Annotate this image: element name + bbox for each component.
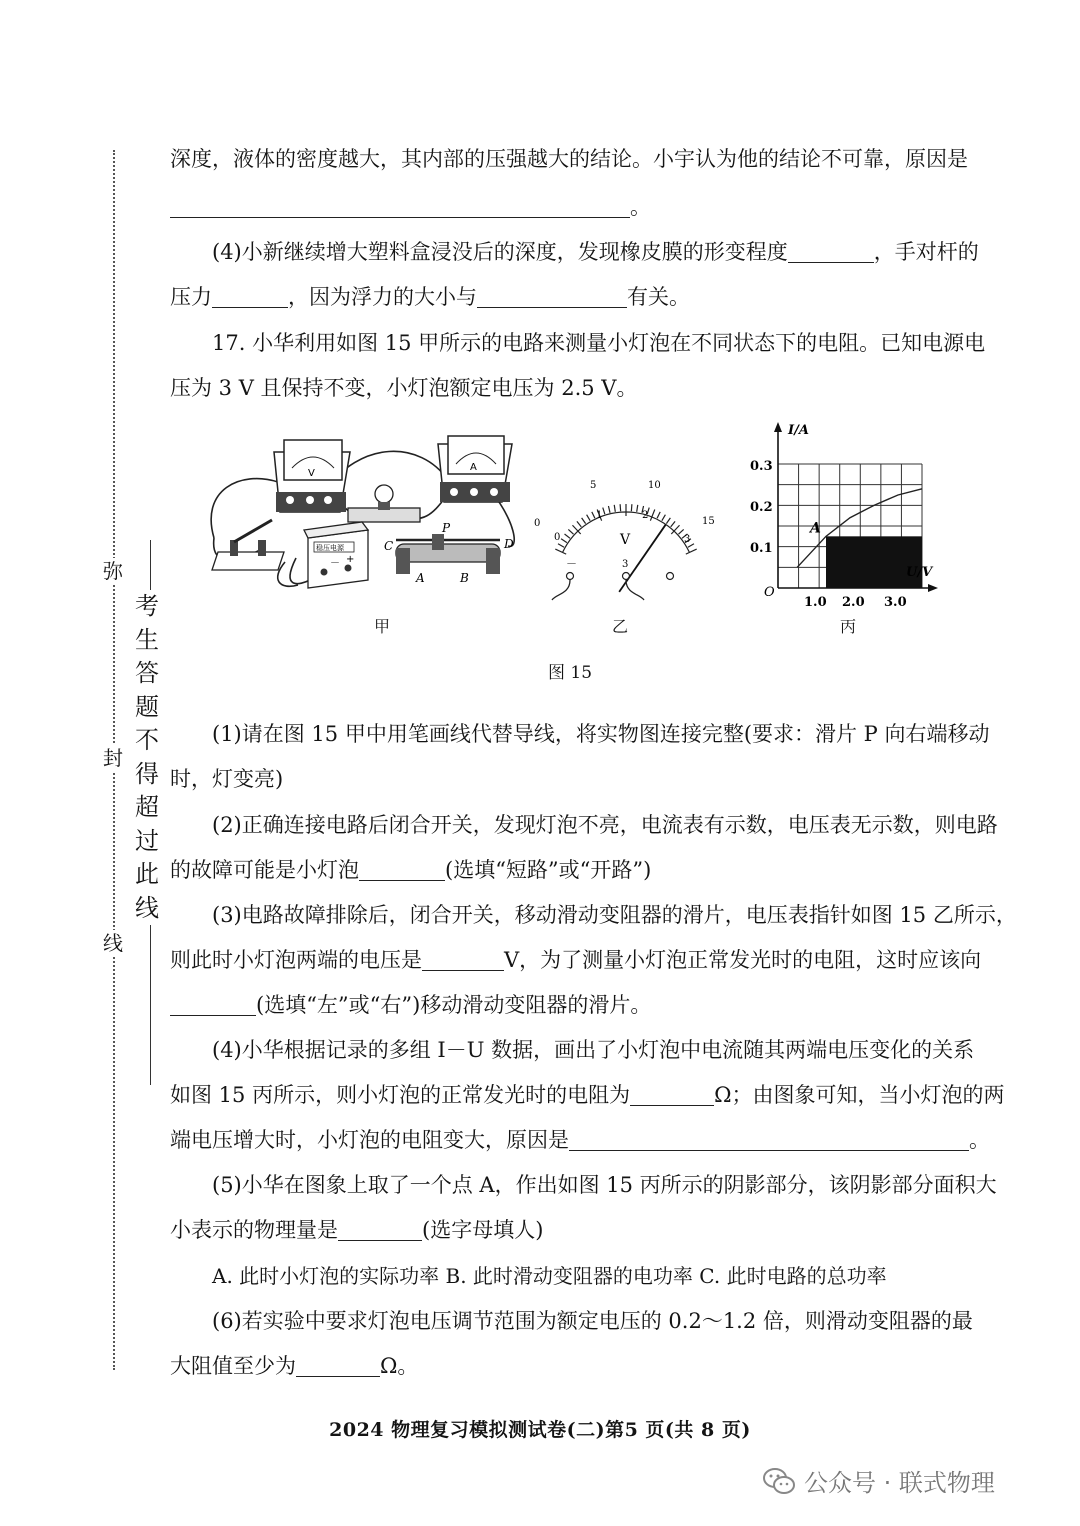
- meter-tick: [608, 506, 610, 513]
- q17-part2-line2: 的故障可能是小灯泡 (选填“短路”或“开路”): [170, 858, 652, 882]
- q16-part4-line1: (4)小新继续增大塑料盒浸没后的深度，发现橡皮膜的形变程度 ，手对杆的: [212, 240, 979, 264]
- q17-part4-line1: (4)小华根据记录的多组 I－U 数据，画出了小灯泡中电流随其两端电压变化的关系: [212, 1038, 975, 1062]
- answer-blank[interactable]: [630, 1083, 714, 1106]
- meter-unit: V: [620, 532, 631, 548]
- q17-part5-line2: 小表示的物理量是 (选字母填人): [170, 1218, 544, 1242]
- seal-char-feng: 封: [103, 746, 123, 770]
- q17-part6-line2: 大阻值至少为 Ω。: [170, 1354, 419, 1378]
- answer-blank[interactable]: [212, 285, 288, 308]
- meter-tick: [657, 512, 660, 518]
- answer-blank[interactable]: [296, 1354, 380, 1377]
- watermark-text: 公众号 · 联式物理: [804, 1469, 995, 1497]
- meter-tick-label: 0: [534, 518, 541, 529]
- rheostat: [384, 521, 514, 585]
- watermark: [762, 1463, 995, 1498]
- x-tick-label: 2.0: [842, 595, 865, 610]
- meter-tick: [603, 508, 605, 515]
- meter-tick: [558, 544, 564, 547]
- meter-tick-label: 0: [554, 532, 561, 543]
- svg-text:C: C: [384, 539, 394, 553]
- answer-blank[interactable]: [170, 195, 630, 218]
- meter-tick: [561, 539, 567, 543]
- figure-label-bing: 丙: [840, 617, 857, 636]
- y-tick-label: 0.3: [750, 459, 773, 474]
- svg-text:+: +: [346, 554, 355, 565]
- y-axis-arrow: [774, 422, 782, 432]
- y-axis-label: I/A: [788, 423, 809, 438]
- meter-tick-label: 5: [590, 480, 597, 491]
- meter-tick-label: 10: [648, 480, 661, 491]
- q17-part4-line2: 如图 15 丙所示，则小灯泡的正常发光时的电阻为 Ω；由图象可知，当小灯泡的两: [170, 1083, 1005, 1107]
- meter-tick: [620, 504, 621, 511]
- point-a-label: A: [810, 520, 821, 537]
- meter-tick: [555, 549, 566, 554]
- q17-part1-line2: 时，灯变亮): [170, 767, 284, 791]
- wechat-icon: [762, 1466, 796, 1496]
- shaded-area: [826, 536, 922, 588]
- meter-tick: [592, 512, 595, 518]
- q17-part3-line1: (3)电路故障排除后，闭合开关，移动滑动变阻器的滑片，电压表指针如图 15 乙所示，: [212, 903, 1017, 927]
- svg-text:V: V: [308, 468, 315, 479]
- x-tick-label: 1.0: [804, 595, 827, 610]
- voltmeter: [274, 440, 350, 512]
- meter-tick: [678, 529, 683, 534]
- power-supply: [304, 522, 368, 588]
- answer-blank[interactable]: [477, 285, 627, 308]
- meter-tick-label: 3: [684, 534, 691, 545]
- meter-tick: [577, 521, 581, 526]
- meter-tick: [565, 534, 571, 538]
- answer-blank[interactable]: [359, 858, 445, 881]
- origin-label: O: [764, 585, 775, 600]
- answer-blank[interactable]: [788, 240, 874, 263]
- meter-tick: [686, 549, 697, 554]
- svg-text:A: A: [416, 571, 425, 585]
- q17-part1-line1: (1)请在图 15 甲中用笔画线代替导线，将实物图连接完整(要求：滑片 P 向右端移动: [212, 722, 990, 746]
- svg-text:稳压电源: 稳压电源: [316, 544, 344, 552]
- meter-tick: [671, 521, 675, 526]
- page-footer: 2024 物理复习模拟测试卷(二)第5 页(共 8 页): [329, 1419, 751, 1441]
- meter-tick-label: 15: [702, 516, 715, 527]
- terminal-3: [623, 573, 630, 580]
- meter-tick-label: 2: [642, 510, 649, 521]
- q17-part3-line3: (选填“左”或“右”)移动滑动变阻器的滑片。: [170, 990, 975, 1020]
- figure-label-yi: 乙: [612, 617, 629, 636]
- y-tick-label: 0.2: [750, 500, 773, 515]
- answer-blank[interactable]: [170, 993, 256, 1016]
- binding-margin: [98, 150, 168, 1370]
- q17-intro1: 17. 小华利用如图 15 甲所示的电路来测量小灯泡在不同状态下的电阻。已知电源电: [212, 331, 986, 355]
- x-tick-label: 3.0: [884, 595, 907, 610]
- meter-tick: [666, 518, 670, 524]
- figure-circuit: [200, 430, 530, 610]
- meter-tick: [650, 510, 654, 521]
- lamp: [348, 485, 420, 522]
- x-axis-label: U/V: [906, 565, 933, 580]
- meter-tick-label: 1: [596, 510, 603, 521]
- ammeter: [438, 436, 512, 502]
- meter-tick: [631, 504, 632, 511]
- figure-iu-graph: [750, 418, 940, 618]
- q17-part5-line1: (5)小华在图象上取了一个点 A，作出如图 15 丙所示的阴影部分，该阴影部分面积大: [212, 1173, 997, 1197]
- y-tick-label: 0.1: [750, 541, 773, 556]
- svg-text:－: －: [330, 558, 340, 569]
- q17-part4-line3: 端电压增大时，小灯泡的电阻变大，原因是 。: [170, 1128, 990, 1152]
- svg-text:3: 3: [622, 559, 629, 570]
- svg-text:A: A: [470, 462, 477, 473]
- meter-tick: [582, 518, 586, 524]
- meter-tick: [662, 515, 666, 521]
- answer-blank[interactable]: [338, 1218, 422, 1241]
- q17-part3-line2: 则此时小灯泡两端的电压是 V，为了测量小灯泡正常发光时的电阻，这时应该向: [170, 948, 982, 972]
- q17-intro2: 压为 3 V 且保持不变，小灯泡额定电压为 2.5 V。: [170, 376, 638, 400]
- meter-tick: [568, 529, 573, 534]
- q17-part5-options: A. 此时小灯泡的实际功率 B. 此时滑动变阻器的电功率 C. 此时电路的总功率: [212, 1264, 887, 1288]
- figure-label-jia: 甲: [374, 617, 391, 636]
- svg-text:B: B: [460, 571, 469, 585]
- seal-char-xian: 线: [103, 931, 123, 955]
- svg-text:－: －: [566, 557, 577, 570]
- svg-text:D: D: [504, 537, 514, 551]
- terminal-negative: [567, 573, 574, 580]
- figure-voltmeter-dial: [530, 470, 720, 610]
- q16-line1: 深度，液体的密度越大，其内部的压强越大的结论。小宇认为他的结论不可靠，原因是: [170, 147, 968, 171]
- terminal-15: [667, 573, 674, 580]
- seal-char-mi: 弥: [103, 559, 123, 583]
- meter-tick: [587, 515, 591, 521]
- switch: [212, 520, 284, 570]
- x-axis-arrow: [928, 584, 938, 592]
- meter-tick: [637, 505, 638, 512]
- q17-part6-line1: (6)若实验中要求灯泡电压调节范围为额定电压的 0.2～1.2 倍，则滑动变阻器的最: [212, 1309, 973, 1333]
- q16-part4-line2: 压力 ，因为浮力的大小与 有关。: [170, 285, 690, 309]
- meter-tick: [614, 505, 615, 512]
- q16-line2: 。: [170, 192, 975, 222]
- exam-notice: 考 生 答 题 不 得 超 过 此 线: [132, 590, 162, 925]
- figure-caption: 图 15: [548, 663, 593, 683]
- q17-part2-line1: (2)正确连接电路后闭合开关，发现灯泡不亮，电流表有示数，电压表无示数，则电路: [212, 813, 998, 837]
- answer-blank[interactable]: [569, 1128, 969, 1151]
- svg-text:P: P: [442, 521, 451, 535]
- answer-blank[interactable]: [422, 948, 504, 971]
